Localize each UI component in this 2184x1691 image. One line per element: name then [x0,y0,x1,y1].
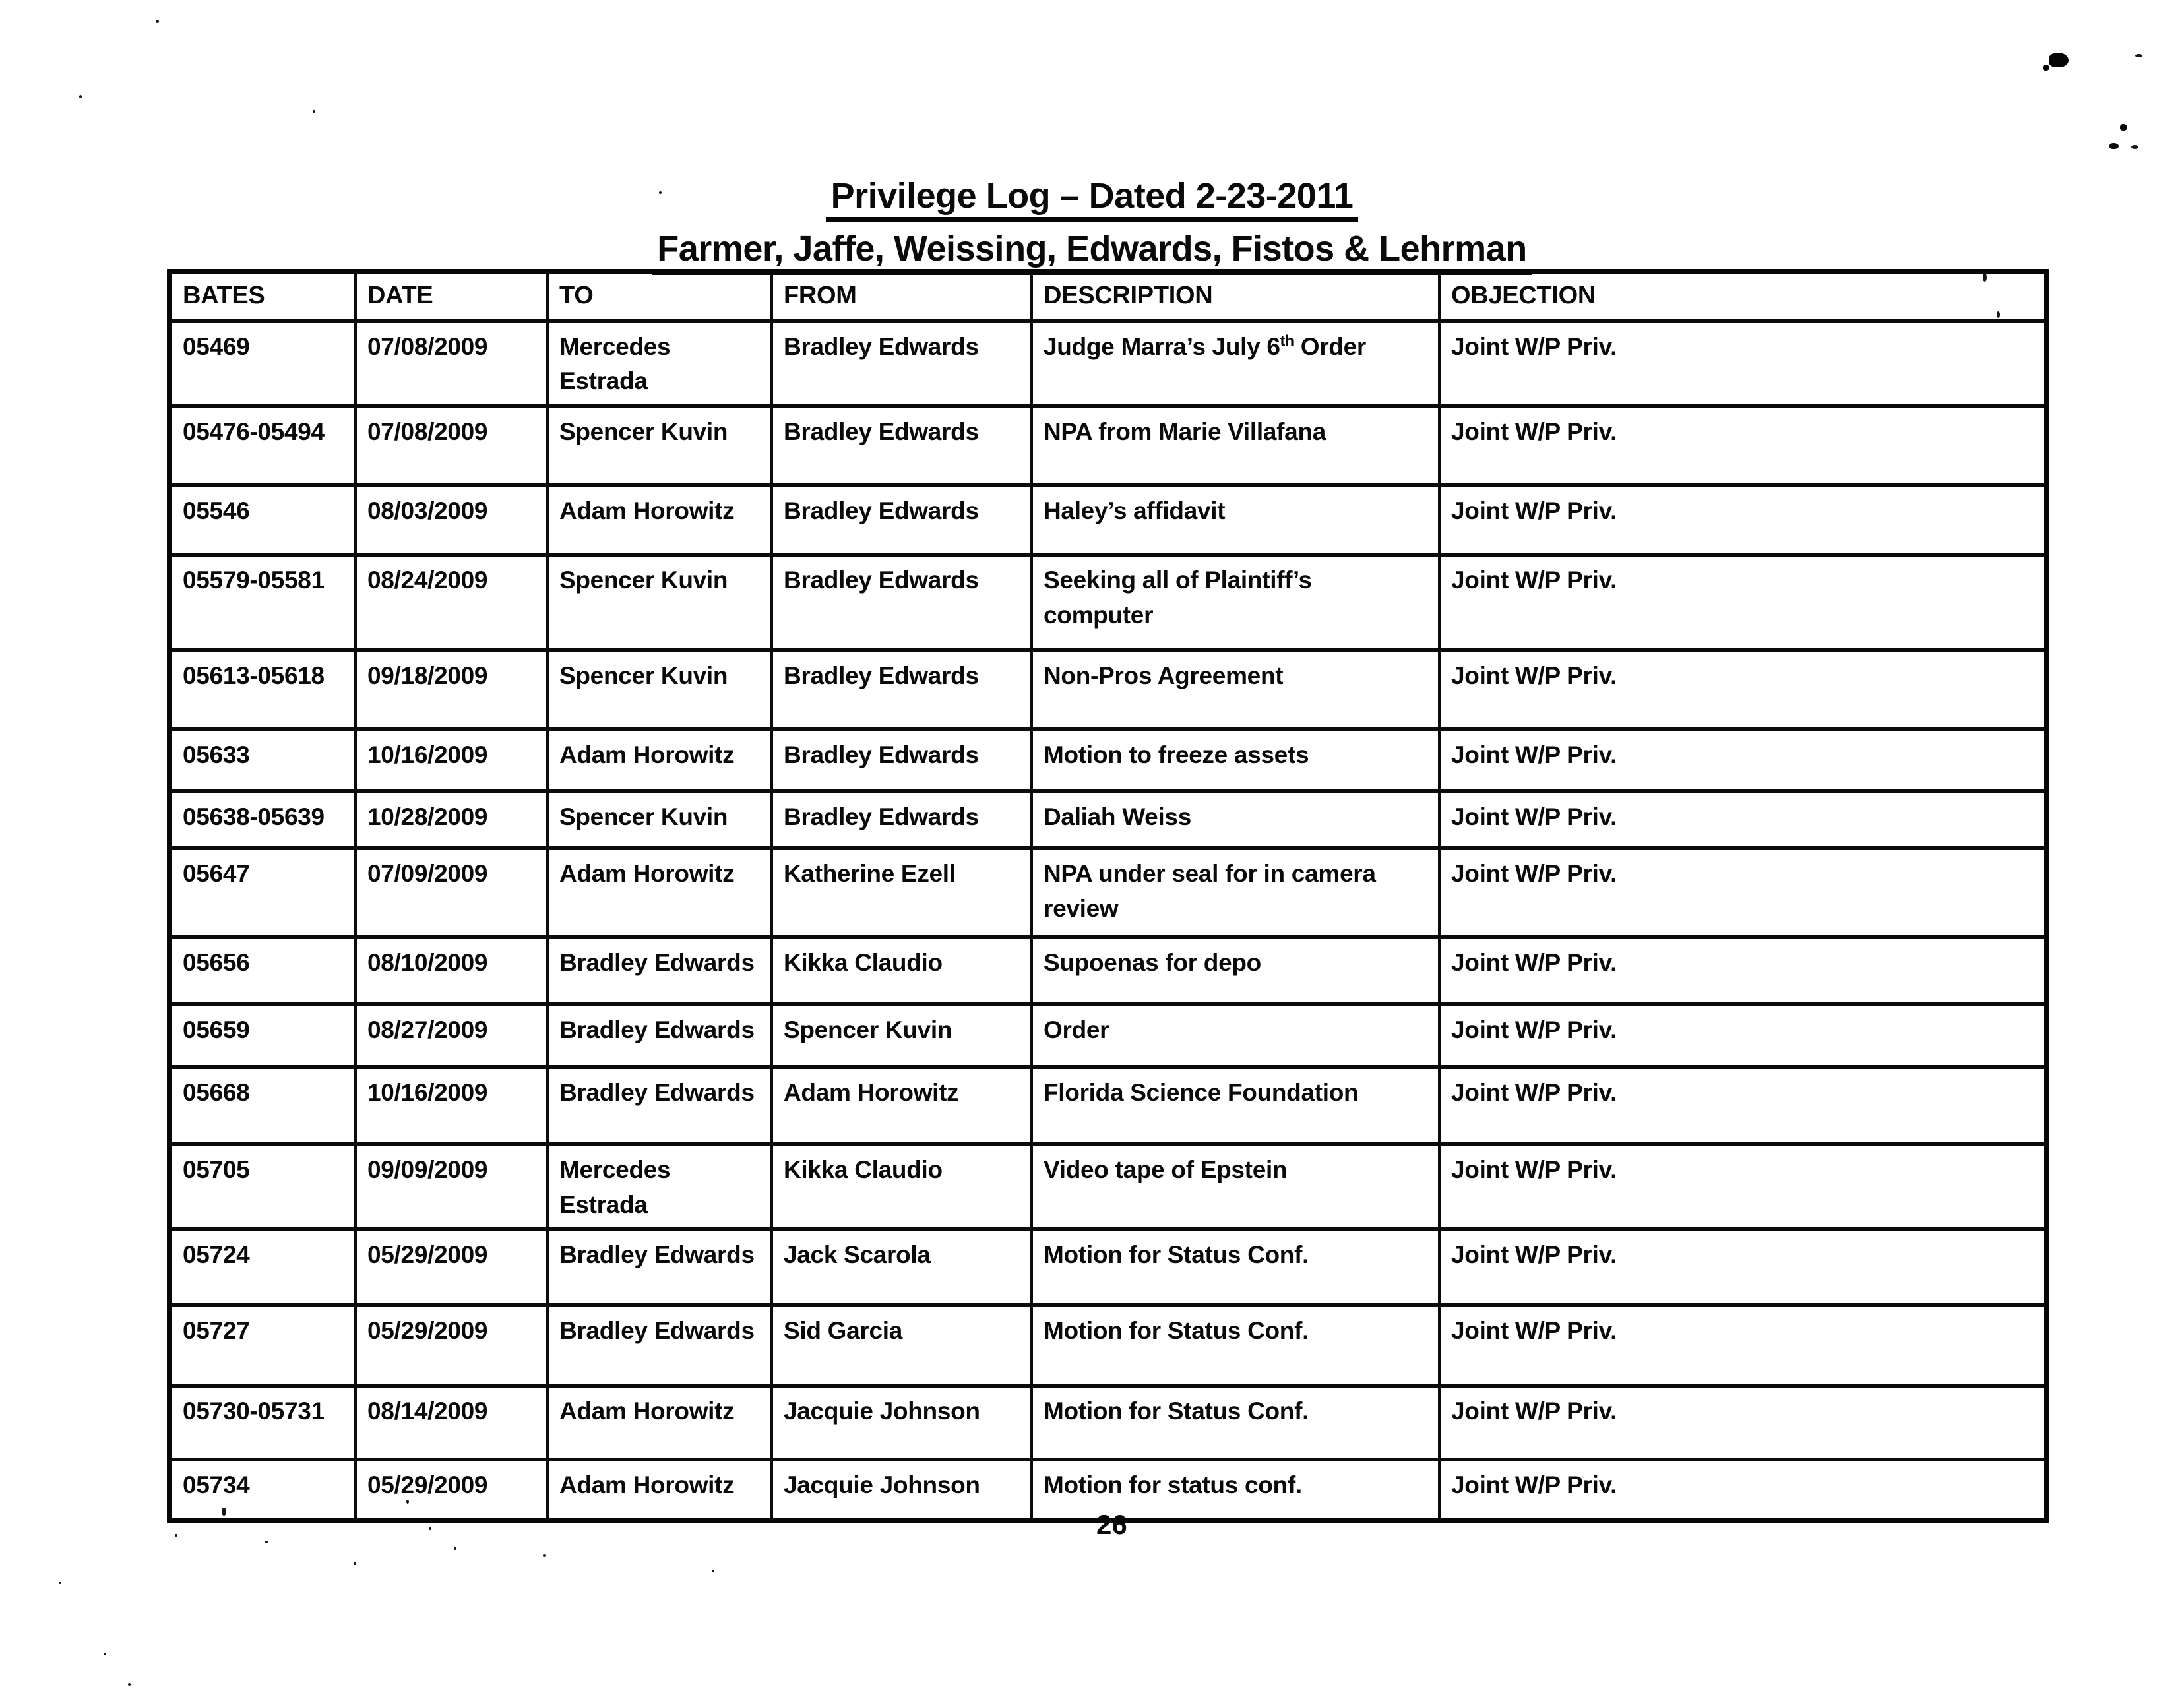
scan-speck [429,1527,431,1530]
cell-to: Bradley Edwards [547,1004,772,1067]
cell-from: Bradley Edwards [772,729,1032,791]
cell-bates: 05633 [170,729,356,791]
table-row [170,791,2046,848]
cell-description: Non-Pros Agreement [1032,650,1439,729]
cell-bates: 05734 [170,1460,356,1521]
cell-date: 05/29/2009 [356,1460,547,1521]
scan-speck [2135,54,2142,57]
cell-bates: 05579-05581 [170,555,356,650]
cell-bates: 05659 [170,1004,356,1067]
cell-to: Bradley Edwards [547,1229,772,1305]
cell-from: Katherine Ezell [772,848,1032,937]
cell-to: Mercedes Estrada [547,321,772,406]
document-header [0,177,2184,275]
column-header-to: TO [547,272,772,321]
scan-speck [265,1541,268,1543]
cell-description: Judge Marra’s July 6th Order [1032,321,1439,406]
cell-objection: Joint W/P Priv. [1439,406,2046,485]
cell-to: Bradley Edwards [547,937,772,1004]
cell-bates: 05730-05731 [170,1386,356,1460]
column-header-from: FROM [772,272,1032,321]
cell-description: Motion for Status Conf. [1032,1229,1439,1305]
cell-objection: Joint W/P Priv. [1439,1460,2046,1521]
cell-description: Motion to freeze assets [1032,729,1439,791]
cell-date: 10/16/2009 [356,1067,547,1144]
cell-objection: Joint W/P Priv. [1439,937,2046,1004]
cell-description: Supoenas for depo [1032,937,1439,1004]
cell-description: Seeking all of Plaintiff’s computer [1032,555,1439,650]
scan-speck [1997,311,2000,318]
cell-to: Bradley Edwards [547,1305,772,1386]
scan-speck [128,1683,131,1686]
cell-objection: Joint W/P Priv. [1439,1004,2046,1067]
cell-objection: Joint W/P Priv. [1439,1229,2046,1305]
cell-from: Spencer Kuvin [772,1004,1032,1067]
cell-objection: Joint W/P Priv. [1439,1144,2046,1229]
cell-date: 09/18/2009 [356,650,547,729]
cell-description: Order [1032,1004,1439,1067]
cell-bates: 05668 [170,1067,356,1144]
scan-speck [222,1508,226,1516]
cell-date: 08/10/2009 [356,937,547,1004]
cell-date: 08/27/2009 [356,1004,547,1067]
cell-from: Bradley Edwards [772,650,1032,729]
scan-speck [543,1554,546,1557]
cell-description: NPA under seal for in camera review [1032,848,1439,937]
cell-from: Adam Horowitz [772,1067,1032,1144]
cell-to: Bradley Edwards [547,1067,772,1144]
cell-from: Bradley Edwards [772,791,1032,848]
column-header-date: DATE [356,272,547,321]
cell-date: 08/03/2009 [356,485,547,555]
column-header-objection: OBJECTION [1439,272,2046,321]
table-row [170,1305,2046,1386]
page-title: Privilege Log – Dated 2-23-2011 [826,177,1359,222]
column-header-bates: BATES [170,272,356,321]
cell-bates: 05638-05639 [170,791,356,848]
cell-description: Motion for status conf. [1032,1460,1439,1521]
table-row [170,729,2046,791]
table-row [170,650,2046,729]
cell-bates: 05476-05494 [170,406,356,485]
scan-speck [59,1582,61,1584]
cell-to: Adam Horowitz [547,848,772,937]
cell-to: Adam Horowitz [547,1460,772,1521]
scan-speck [2120,124,2127,131]
scan-speck [79,95,82,98]
cell-objection: Joint W/P Priv. [1439,1305,2046,1386]
cell-bates: 05705 [170,1144,356,1229]
cell-bates: 05469 [170,321,356,406]
cell-bates: 05724 [170,1229,356,1305]
cell-date: 07/09/2009 [356,848,547,937]
scan-speck [2131,145,2138,149]
cell-bates: 05656 [170,937,356,1004]
table-row [170,321,2046,406]
table-row [170,1229,2046,1305]
cell-objection: Joint W/P Priv. [1439,729,2046,791]
cell-from: Bradley Edwards [772,321,1032,406]
cell-date: 10/16/2009 [356,729,547,791]
cell-objection: Joint W/P Priv. [1439,1386,2046,1460]
column-header-description: DESCRIPTION [1032,272,1439,321]
cell-from: Jack Scarola [772,1229,1032,1305]
cell-to: Spencer Kuvin [547,650,772,729]
scan-speck [354,1562,356,1565]
cell-description: Florida Science Foundation [1032,1067,1439,1144]
page-number: 26 [1096,1509,1127,1540]
cell-bates: 05613-05618 [170,650,356,729]
cell-from: Bradley Edwards [772,406,1032,485]
cell-description: Motion for Status Conf. [1032,1386,1439,1460]
cell-description: Video tape of Epstein [1032,1144,1439,1229]
cell-from: Jacquie Johnson [772,1460,1032,1521]
ink-blot [2049,53,2069,67]
table-row [170,485,2046,555]
cell-bates: 05727 [170,1305,356,1386]
cell-objection: Joint W/P Priv. [1439,848,2046,937]
cell-description: NPA from Marie Villafana [1032,406,1439,485]
page-subtitle: Farmer, Jaffe, Weissing, Edwards, Fistos & Lehrman [652,230,1532,274]
scan-speck [313,110,315,113]
ink-blot [2043,65,2049,71]
cell-to: Adam Horowitz [547,1386,772,1460]
scan-speck [712,1570,714,1572]
scan-speck [104,1653,106,1655]
cell-from: Sid Garcia [772,1305,1032,1386]
cell-to: Spencer Kuvin [547,555,772,650]
table-row [170,406,2046,485]
cell-objection: Joint W/P Priv. [1439,321,2046,406]
cell-date: 08/14/2009 [356,1386,547,1460]
privilege-log-table [167,269,2049,1523]
cell-description: Haley’s affidavit [1032,485,1439,555]
table-row [170,1067,2046,1144]
cell-date: 07/08/2009 [356,406,547,485]
cell-to: Adam Horowitz [547,485,772,555]
cell-to: Spencer Kuvin [547,791,772,848]
scan-speck [406,1500,409,1504]
scan-speck [454,1547,456,1550]
table-row [170,1386,2046,1460]
cell-to: Adam Horowitz [547,729,772,791]
scan-speck [175,1534,177,1537]
cell-objection: Joint W/P Priv. [1439,1067,2046,1144]
cell-description: Daliah Weiss [1032,791,1439,848]
table-row [170,1144,2046,1229]
cell-date: 08/24/2009 [356,555,547,650]
cell-objection: Joint W/P Priv. [1439,791,2046,848]
table-row [170,1004,2046,1067]
cell-objection: Joint W/P Priv. [1439,555,2046,650]
scan-speck [156,20,159,23]
scan-speck [2109,143,2119,149]
table-row [170,848,2046,937]
cell-from: Kikka Claudio [772,937,1032,1004]
cell-from: Jacquie Johnson [772,1386,1032,1460]
cell-date: 10/28/2009 [356,791,547,848]
cell-bates: 05647 [170,848,356,937]
cell-bates: 05546 [170,485,356,555]
cell-from: Bradley Edwards [772,485,1032,555]
cell-from: Kikka Claudio [772,1144,1032,1229]
table-header-row [170,272,2046,321]
cell-date: 09/09/2009 [356,1144,547,1229]
table-row [170,937,2046,1004]
cell-to: Spencer Kuvin [547,406,772,485]
cell-date: 05/29/2009 [356,1305,547,1386]
cell-description: Motion for Status Conf. [1032,1305,1439,1386]
cell-date: 05/29/2009 [356,1229,547,1305]
cell-date: 07/08/2009 [356,321,547,406]
cell-objection: Joint W/P Priv. [1439,485,2046,555]
cell-objection: Joint W/P Priv. [1439,650,2046,729]
table-row [170,555,2046,650]
cell-from: Bradley Edwards [772,555,1032,650]
cell-to: Mercedes Estrada [547,1144,772,1229]
